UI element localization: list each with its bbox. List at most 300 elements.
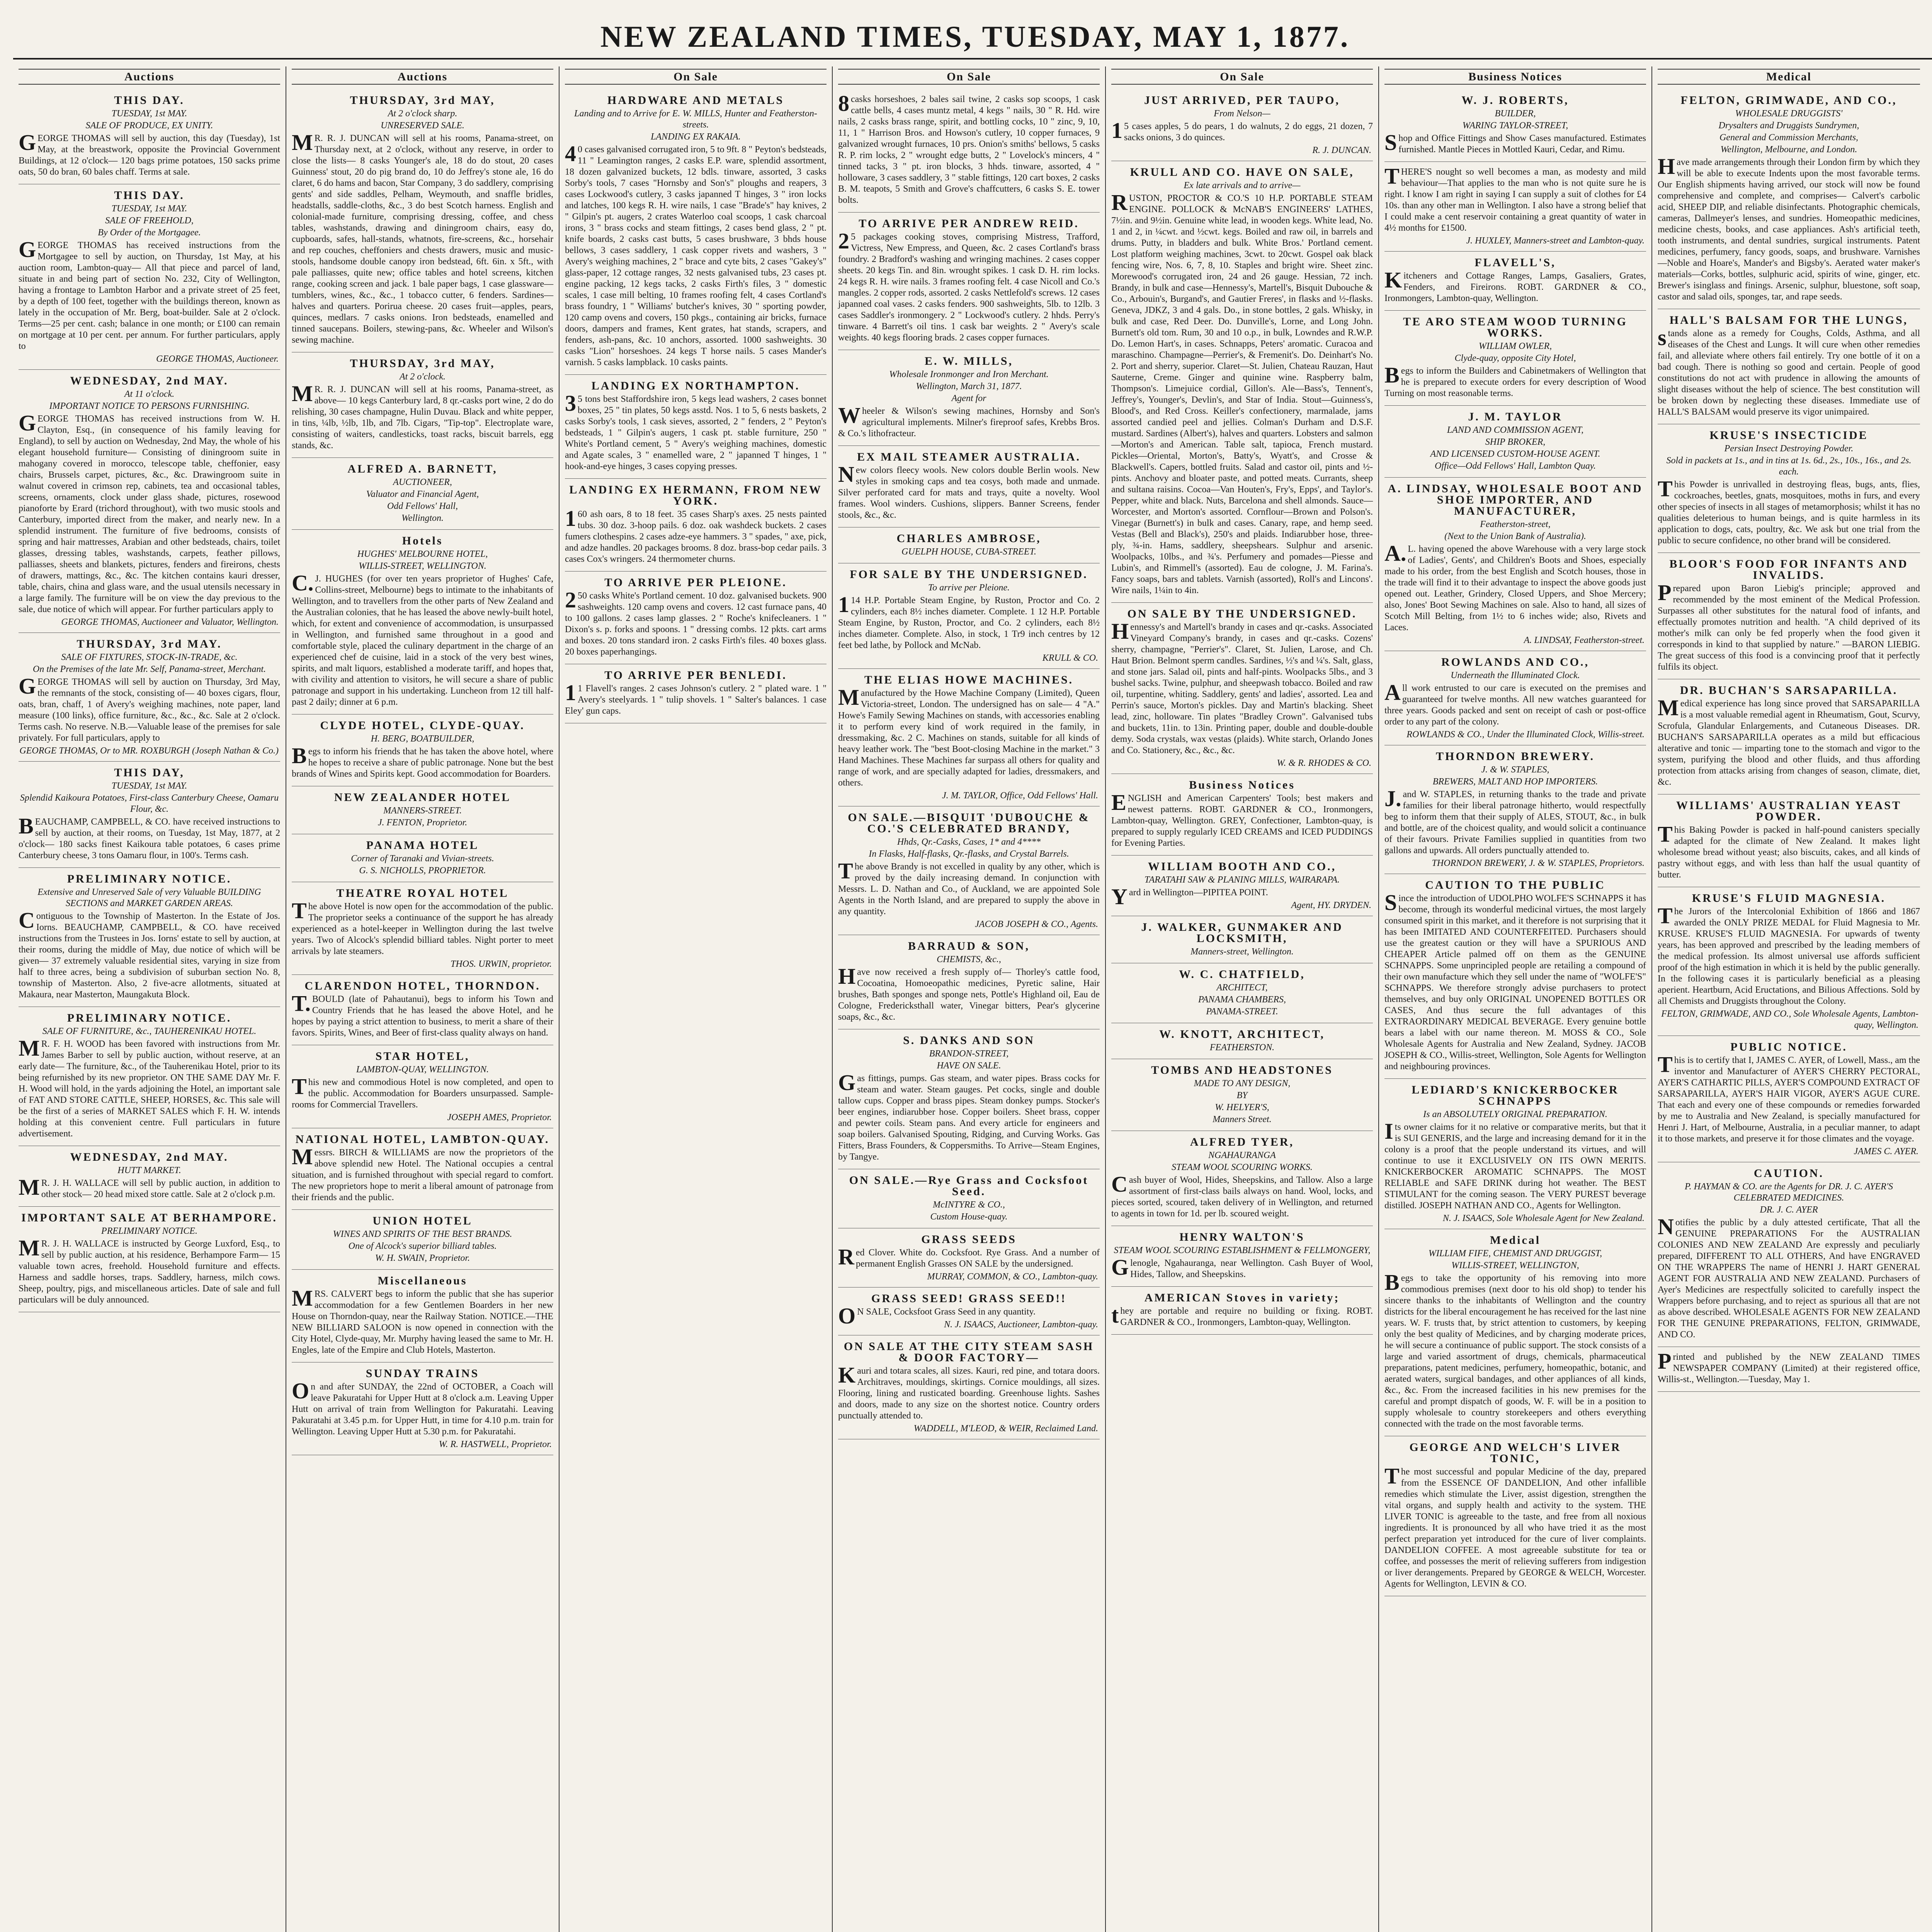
ad-subline: Extensive and Unreserved Sale of very Valuable BUILDING SECTIONS and MARKET GARDEN AREAS.	[37, 887, 261, 908]
advertisement	[292, 458, 553, 530]
column-heading: Auctions	[292, 69, 553, 85]
column	[1106, 66, 1379, 1932]
column	[1379, 66, 1652, 1932]
ad-subline: GUELPH HOUSE, CUBA-STREET.	[901, 547, 1036, 557]
ad-subline: WILLIAM FIFE, CHEMIST AND DRUGGIST,	[1428, 1248, 1602, 1259]
ad-body: GEORGE THOMAS has received instructions from W. H. Clayton, Esq., (in consequence of his family leaving for England), to sell by auction on Wednesday, 2nd May, the whole of his elegant household furniture— Consisting of diningroom suite in mahogany covered in morocco, telescope table, cheffonier, easy chairs, Brussels carpet, pictures, &c., &c. Drawingroom suite in walnut covered in crimson rep, cabinets, tea and occasional tables, screens, ornaments, clock under glass shade, pictures, rosewood pianoforte by Erard (trichord throughout), with two music stools and Canterbury, imported direct from the maker, and nearly new. In a splendid instrument. The furniture of five bedrooms, consists of spring and hair mattresses, Arabian and other bedsteads, chairs, toilet glasses, dressing tables, washstands, carpets, feather pillows, palliasses, sheets and blankets, pictures, fenders and fireirons, chests of drawers, mattings, &c., &c. The kitchen contains kauri dresser, table, chairs, china and glass ware, and the usual utensils necessary in a large family. The furniture will be on view the day previous to the sale, due notice of which will appear. For further particulars apply to	[19, 410, 280, 614]
ad-title: ON SALE.—Rye Grass and Cocksfoot Seed.	[849, 1174, 1089, 1198]
ad-body: J.and W. STAPLES, in returning thanks to the trade and private families for their liberal patronage hitherto, would respectfully beg to inform them that their supply of ALES, STOUT, &c., in bulk and bottle, are of the choicest quality, and would solicit a continuance of their favours. Private Families supplied in quantities from two gallons and upwards. All orders punctually attended to.	[1384, 786, 1646, 855]
ad-body: ON SALE, Cocksfoot Grass Seed in any quantity.	[838, 1303, 1036, 1328]
ad-subline: STEAM WOOL SCOURING WORKS.	[1172, 1162, 1313, 1172]
ad-title: J. WALKER, GUNMAKER AND LOCKSMITH,	[1141, 921, 1343, 945]
ad-body: they are portable and require no building or fixing. ROBT. GARDNER & CO., Ironmongers, Lambton-quay, Wellington.	[1111, 1303, 1373, 1328]
ad-body: MR. F. H. WOOD has been favored with instructions from Mr. James Barber to sell by public auction, without reserve, at an early date— The furniture, &c., of the Tauherenikau Hotel, prior to its being refurnished by its new proprietor. ON THE SAME DAY Mr. F. H. Wood will hold, in the yards adjoining the Hotel, an important sale of FAT AND STORE CATTLE, SHEEP, HORSES, &c. This sale will be the first of a series of MARKET SALES which F. H. W. intends holding at this convenient centre. Full particulars in future advertisement.	[19, 1036, 280, 1139]
ad-body: MR. J. H. WALLACE is instructed by George Luxford, Esq., to sell by public auction, at his residence, Berhampore Farm— 15 valuable town acres, freehold. Household furniture and effects. Harness and saddle horses, traps. Saddlery, harness, milch cows. Sheep, poultry, pigs, and miscellaneous articles. Date of sale and full particulars will be duly announced.	[19, 1235, 280, 1305]
ad-title: LANDING EX HERMANN, FROM NEW YORK.	[569, 483, 822, 507]
ad-body: Kitcheners and Cottage Ranges, Lamps, Gasaliers, Grates, Fenders, and Fireirons. ROBT. GARDNER & CO., Ironmongers, Lambton-quay, Wellington.	[1384, 267, 1646, 303]
ad-subline: W. HELYER'S,	[1215, 1102, 1269, 1112]
ad-title: DR. BUCHAN'S SARSAPARILLA.	[1680, 684, 1898, 697]
ad-title: TO ARRIVE PER PLEIONE.	[604, 576, 787, 589]
advertisement	[1658, 1347, 1920, 1392]
ad-subline: J. & W. STAPLES,	[1481, 765, 1549, 775]
ad-subline: FEATHERSTON.	[1209, 1043, 1275, 1053]
ad-body: This is to certify that I, JAMES C. AYER, of Lowell, Mass., am the inventor and Manufacturer of AYER'S CHERRY PECTORAL, AYER'S CATHARTIC PILLS, AYER'S COMPOUND EXTRACT OF SARSAPARILLA, AYER'S HAIR VIGOR, AYER'S AGUE CURE. That each and every one of these compounds or remedies forwarded by me to Australia and New Zealand, is specially manufactured for Henri J. Hart, of Melbourne, Australia, in a peculiar manner, to adapt it to those markets, and preserve it for those climates and the voyage.	[1658, 1052, 1920, 1144]
ad-title: CHARLES AMBROSE,	[896, 532, 1041, 545]
ad-title: A. LINDSAY, WHOLESALE BOOT AND SHOE IMPORTER, AND MANUFACTURER,	[1388, 482, 1643, 517]
advertisement	[838, 669, 1100, 806]
ad-title: NATIONAL HOTEL, LAMBTON-QUAY.	[295, 1133, 550, 1146]
ad-subline: At 2 o'clock sharp.	[388, 109, 457, 119]
ad-title: THE ELIAS HOWE MACHINES.	[864, 673, 1074, 686]
ad-title: WEDNESDAY, 2nd MAY.	[70, 1151, 229, 1163]
column-heading: On Sale	[1111, 69, 1373, 85]
ad-subline: TARATAHI SAW & PLANING MILLS, WAIRARAPA.	[1144, 875, 1340, 885]
ad-title: GRASS SEED! GRASS SEED!!	[871, 1292, 1067, 1305]
advertisement	[1111, 963, 1373, 1023]
ad-subline: G. S. NICHOLLS, PROPRIETOR.	[359, 866, 486, 876]
advertisement	[19, 184, 280, 370]
ad-signature: JAMES C. AYER.	[1854, 1146, 1918, 1156]
advertisement	[19, 762, 280, 868]
ad-subline: MANNERS-STREET.	[383, 806, 462, 816]
ad-subline: Manners-street, Wellington.	[1190, 947, 1294, 957]
ad-subline: SHIP BROKER,	[1485, 437, 1546, 447]
ad-subline: In Flasks, Half-flasks, Qr.-flasks, and Crystal Barrels.	[869, 849, 1069, 859]
ad-subline: NGAHAURANGA	[1208, 1150, 1276, 1160]
ad-title: STAR HOTEL,	[375, 1050, 470, 1063]
ad-title: WILLIAM BOOTH AND CO.,	[1148, 860, 1337, 873]
ad-title: THIS DAY.	[114, 189, 185, 202]
ad-subline: Wellington, March 31, 1877.	[916, 381, 1022, 391]
ad-title: WEDNESDAY, 2nd MAY.	[70, 374, 229, 387]
ad-body: This Baking Powder is packed in half-pound canisters specially adapted for the climate of New Zealand. It makes light wholesome bread without yeast; also biscuits, cakes, and all kinds of pastry without eggs, and with less than half the usual quantity of butter.	[1658, 821, 1920, 880]
advertisement	[838, 1287, 1100, 1335]
ad-subline: BRANDON-STREET,	[929, 1049, 1009, 1059]
advertisement	[1384, 89, 1646, 162]
ad-title: Business Notices	[1189, 779, 1295, 791]
advertisement	[1384, 745, 1646, 874]
advertisement	[292, 975, 553, 1045]
ad-body: 114 H.P. Portable Steam Engine, by Ruston, Proctor and Co. 2 cylinders, each 8½ inches diameter. Complete. 1 12 H.P. Portable Steam Engine, by Ruston, Proctor, and Co. 2 cylinders, each 8½ inches diameter. Complete. Also, in stock, 1 Tr9 inch centres by 12 feet bed lathe, by Pollock and McNab.	[838, 592, 1100, 650]
ad-title: ALFRED TYER,	[1190, 1136, 1294, 1148]
advertisement	[565, 89, 827, 375]
ad-body: GEORGE THOMAS will sell by auction on Thursday, 3rd May, the remnants of the stock, consisting of— 40 boxes cigars, flour, oats, bran, chaff, 1 of Avery's weighing machines, note paper, land measure (100 links), office furniture, &c., &c., &c. Sale at 2 o'clock. Terms cash. No reserve. N.B.—Valuable lease of the premises for sale privately. For full particulars, apply to	[19, 673, 280, 743]
ad-signature: A. LINDSAY, Featherston-street.	[1524, 635, 1645, 645]
advertisement	[1111, 161, 1373, 603]
ad-body: Have made arrangements through their London firm by which they will be able to execute Indents upon the most favorable terms. Our English shipments having arrived, our stock will now be found comprehensive and complete, and comprises— Calvert's carbolic acid, SHEEP DIP, and reliable disinfectants. Photographic chemicals, cameras, Dallmeyer's lenses, and sundries. Homeopathic medicines, medicine chests, books, and case appliances. Ash's artificial teeth, tooth instruments, and dental sundries, surgical instruments. Patent medicines, perfumery, fancy goods, soaps, and brushware. Varnishes—Noble and Hoare's, Mander's and Bigsby's. Aerated water maker's materials—Corks, bottles, sulphuric acid, spirits of wine, ginger, etc. Brewer's isinglass and finings. Arsenic, sulphur, bluestone, soft soap, castor and salad oils, sponges, tar, and rape seeds.	[1658, 154, 1920, 302]
ad-subline: H. BERG, BOATBUILDER,	[371, 734, 474, 744]
advertisement	[1111, 1131, 1373, 1226]
column-heading: Auctions	[19, 69, 280, 85]
ad-subline: Wholesale Ironmonger and Iron Merchant.	[889, 369, 1049, 379]
advertisement	[1384, 311, 1646, 406]
advertisement	[1111, 1287, 1373, 1335]
advertisement	[838, 527, 1100, 563]
advertisement	[1658, 679, 1920, 794]
advertisement	[565, 571, 827, 664]
ad-body: New colors fleecy wools. New colors double Berlin wools. New styles in smoking caps and tea cosys, both made and unmade. Silver perforated card for mats and trays, quite a novelty. Wool frames. Wool winders. Cushions, slippers. Banner Screens, fender stools, &c., &c.	[838, 462, 1100, 520]
ad-title: THIS DAY.	[114, 94, 185, 107]
advertisement	[292, 714, 553, 786]
ad-body: Begs to inform the Builders and Cabinetmakers of Wellington that he is prepared to execute orders for every description of Wood Turning on most reasonable terms.	[1384, 362, 1646, 398]
ad-title: GEORGE AND WELCH'S LIVER TONIC,	[1409, 1441, 1621, 1465]
ad-subline: Is an ABSOLUTELY ORIGINAL PREPARATION.	[1423, 1109, 1607, 1119]
advertisement	[565, 479, 827, 571]
advertisement	[1384, 651, 1646, 745]
ad-title: THEATRE ROYAL HOTEL	[336, 887, 509, 900]
column-heading: On Sale	[838, 69, 1100, 85]
advertisement	[292, 352, 553, 458]
ad-subline: Office—Odd Fellows' Hall, Lambton Quay.	[1434, 461, 1596, 471]
ad-signature: W. R. HASTWELL, Proprietor.	[439, 1439, 552, 1449]
advertisement	[19, 868, 280, 1007]
ad-subline: BUILDER,	[1495, 109, 1536, 119]
ad-body: MR. R. J. DUNCAN will sell at his rooms, Panama-street, as above— 10 kegs Canterbury lard, 8 qr.-casks port wine, 2 do do relishing, 30 cases champagne, Hulin Duvau. Black and white pepper, in tins, ¼lb, ½lb, 1lb, and 7lb. Cigars, "Tip-top". Electroplate ware, consisting of waiters, candlesticks, toast racks, biscuit barrels, egg stands, &c.	[292, 381, 553, 451]
ad-subline: SALE OF FURNITURE, &c., TAUHERENIKAU HOTEL.	[42, 1026, 257, 1036]
ad-title: THIS DAY,	[114, 766, 185, 779]
advertisement	[1111, 855, 1373, 916]
ad-subline: HAVE ON SALE.	[937, 1061, 1001, 1071]
ad-subline: On the Premises of the late Mr. Self, Panama-street, Merchant.	[32, 664, 266, 674]
ad-subline: BREWERS, MALT AND HOP IMPORTERS.	[1432, 777, 1598, 787]
ad-signature: Agent, HY. DRYDEN.	[1291, 900, 1371, 910]
masthead: NEW ZEALAND TIMES, TUESDAY, MAY 1, 1877.	[13, 15, 1932, 60]
ad-body: The above Brandy is not excelled in quality by any other, which is proved by the daily increasing demand. In conjunction with Messrs. L. D. Nathan and Co., of Auckland, we are appointed Sole Agents in the North Island, and are prepared to supply the above in any quantity.	[838, 858, 1100, 917]
ad-subline: STEAM WOOL SCOURING ESTABLISHMENT & FELLMONGERY,	[1114, 1245, 1371, 1255]
advertisement	[292, 1270, 553, 1362]
ad-body: Contiguous to the Township of Masterton. In the Estate of Jos. Iorns. BEAUCHAMP, CAMPBELL, & CO. have received instructions from the Trustees in Jos. Iorns' estate to sell by auction, at their rooms, during the middle of May, due notice of which will be given— 37 extremely valuable residential sites, varying in size from half to three acres, being a subdivision of suburban section No. 8, township of Masterton. Also, 2 five-acre allotments, situated at Makaura, near Masterton, Maungakuta Block.	[19, 908, 280, 1000]
ad-subline: LAMBTON-QUAY, WELLINGTON.	[356, 1065, 489, 1075]
ad-subline: SALE OF FIXTURES, STOCK-IN-TRADE, &c.	[61, 652, 238, 662]
ad-subline: Underneath the Illuminated Clock.	[1451, 670, 1580, 680]
advertisement	[1384, 874, 1646, 1079]
advertisement	[838, 1169, 1100, 1228]
ad-title: HARDWARE AND METALS	[607, 94, 784, 107]
advertisement	[565, 375, 827, 479]
advertisement	[1384, 1229, 1646, 1436]
ad-signature: J. M. TAYLOR, Office, Odd Fellows' Hall.	[942, 791, 1098, 801]
ad-signature: THOS. URWIN, proprietor.	[450, 959, 552, 969]
column-heading: Business Notices	[1384, 69, 1646, 85]
ad-title: CAUTION TO THE PUBLIC	[1425, 879, 1605, 891]
ad-body: The above Hotel is now open for the accommodation of the public. The proprietor seeks a continuance of the support he has already experienced as a hotel-keeper in Wellington during the last twelve years. Two of Alcock's splendid billiard tables. Night porter to meet arrivals by late steamers.	[292, 898, 553, 956]
ad-subline: General and Commission Merchants,	[1719, 133, 1859, 143]
ad-title: LANDING EX NORTHAMPTON.	[591, 379, 800, 392]
ad-body: Shop and Office Fittings and Show Cases manufactured. Estimates furnished. Mantle Pieces in Mottled Kauri, Cedar, and Rimu.	[1384, 130, 1646, 155]
column	[1652, 66, 1925, 1932]
ad-signature: ROWLANDS & CO., Under the Illuminated Clock, Willis-street.	[1406, 730, 1645, 740]
ad-body: 250 casks White's Portland cement. 10 doz. galvanised buckets. 900 sashweights. 120 camp ovens and covers. 12 cast furnace pans, 40 to 100 gallons. 2 cases lamp glasses. 2 " Roche's knifecleaners. 1 " Dixon's s. p. forks and spoons. 1 " dressing combs. 12 pkts. cart arms and boxes. 20 tons standard iron. 2 casks Firth's files. 40 boxes glass. 20 boxes paperhangings.	[565, 587, 827, 657]
ad-body: C.J. HUGHES (for over ten years proprietor of Hughes' Cafe, Collins-street, Melbourne) begs to intimate to the inhabitants of Wellington, and to travellers from the other parts of New Zealand and the Australian colonies, that he has leased the above newly-built hotel, which, for extent and convenience of accommodation, is unsurpassed in Wellington, and furnished same throughout in a good and comfortable style, placed the culinary department in the charge of an experienced chef de cuisine, laid in a stock of the very best wines, spirits, and malt liquors, established a moderate tariff, and hopes that, with civility and attention to visitors, he will secure a share of public patronage and support in his undertaking. Luncheon from 12 till half-past 2 daily; dinner at 6 p.m.	[292, 570, 553, 707]
ad-body: The most successful and popular Medicine of the day, prepared from the ESSENCE OF DANDELION, And other infallible remedies which stimulate the Liver, assist digestion, strengthen the vital organs, and supply health and activity to the system. THE LIVER TONIC is agreeable to the taste, and free from all noxious ingredients. It is pronounced by all who have tried it as the most perfect preparation yet introduced for the cure of liver complaints. DANDELION COFFEE. A most agreeable substitute for tea or coffee, and possesses the merit of relieving sufferers from indigestion or liver derangements. Prepared by GEORGE & WELCH, Worcester. Agents for Wellington, LEVIN & CO.	[1384, 1463, 1646, 1589]
ad-subline: HUTT MARKET.	[117, 1165, 181, 1175]
ad-subline: Valuator and Financial Agent,	[366, 489, 479, 499]
advertisement	[19, 89, 280, 184]
ad-title: UNION HOTEL	[372, 1214, 473, 1227]
ad-body: RUSTON, PROCTOR & CO.'S 10 H.P. PORTABLE STEAM ENGINE. POLLOCK & McNAB'S ENGINEERS' LATHES, 7½in. and 9½in. Genuine white lead, in wooden kegs. White lead, No. 1 and 2, in ¼cwt. and ½cwt. kegs. Boiled and raw oil, in barrels and drums. Putty, in bladders and bulk. White Bros.' Portland cement. Lost platform weighing machines, 3cwt. to 20cwt. Gospel oak black fencing wire, Nos. 6, 7, 8, 10. Staples and bright wire. Sheet zinc. Morewood's corrugated iron, 24 and 26 gauge. Hessian, 72 inch. Brandy, in bulk and case—Hennessy's, Martell's, Bisquit Dubouche & Co., Arbouin's, Burgand's, and Gautier Freres', in flasks and ½-flasks. Geneva, JDKZ, 3 and 4 gals. Do., in stone bottles, 2 gals. Whisky, in bulk and case, Red Deer. Do. Dunville's, Lorne, and Long John. Burnett's old tom. Rum, 30 and 10 o.p., in bulk, Lowndes and R.W.P. Do. Lemon Hart's, in cases. Schnapps, Peters' aromatic. Curacoa and maraschino. Champagne—Perrier's, & Fremenit's. Do. Deinhart's No. 2. Port and sherry, superior. Claret—St. Julien, Chateau Rauzan, Haut Sauterne, Creme. Ginger and quinine wine. Raspberry balm, Thompson's. Limejuice cordial, Gillon's. Ale—Bass's, Tennent's, Jeffrey's, Younger's, Devlin's, and Star of India. Stout—Guinness's, Blood's, and Red Cross. Keiller's confectionery, marmalade, jams assorted candied peel and jellies. Colman's Durham and D.S.F. mustard. Sardines (Albert's), halves and quarters. Lobsters and salmon—Morton's and American. Table salt, tapioca, French mustard. Pickles—Oriental, Morton's, Batty's, Wyatt's, and Crosse & Blackwell's. Capers, bottled fruits. Salad and castor oil, pints and ½-pints. Anchovy and bloater paste, and potted meats. Currants, sheep and sultana raisins. Cocoa—Van Houten's, Fry's, Epps', and Taylor's. Pepper, white and black. Nuts, Barcelona and shell almonds. Sauce—Worcester, and Morton's assorted. Cornflour—Brown and Polson's. Vinegar (Burnett's) in bulk and cases. Canary, rape, and hemp seed. Vestas (Bell and Black's), 250's and plaids. Indiarubber hose, three-ply, ¾-in. Hams, saddlery, sheepshears. Sulphur and arsenic. Woolpacks, 10lbs., and ¾'s. Perfumery and pomades—Piesse and Lubin's, and Rimmell's (assorted). Eau de cologne, J. M. Farina's. Fancy soaps, bars and tablets. Varnish (assorted), Roll's and Lincons'. Wire nails, 1¼in to 4in.	[1111, 190, 1373, 595]
ad-title: SUNDAY TRAINS	[366, 1367, 480, 1380]
ad-subline: Manners Street.	[1213, 1114, 1272, 1124]
advertisement	[19, 1207, 280, 1312]
ad-subline: Splendid Kaikoura Potatoes, First-class Canterbury Cheese, Oamaru Flour, &c.	[20, 793, 279, 814]
advertisement	[292, 1210, 553, 1270]
ad-subline: UNRESERVED SALE.	[381, 121, 464, 131]
advertisement	[1658, 89, 1920, 309]
ad-body: Have now received a fresh supply of— Thorley's cattle food, Cocoatina, Homoeopathic medicines, Pyretic saline, Hair brushes, Bath sponges and sponge nets, Pottle's Highland oil, Eau de Cologne, Fredericksthall water, Vinegar bitters, Pear's glycerine soaps, &c., &c.	[838, 964, 1100, 1022]
advertisement	[292, 89, 553, 352]
ad-body: Medical experience has long since proved that SARSAPARILLA is a most valuable remedial agent in Rheumatism, Gout, Scurvy, Scrofula, Glandular Enlargements, and Cutaneous Diseases. DR. BUCHAN'S SARSAPARILLA operates as a mild but efficacious alterative and tonic — imparting tone to the stomach and vigor to the system, purifying the blood and other fluids, and thus affording protection from attacks arising from changes of season, climate, diet, &c.	[1658, 695, 1920, 787]
ad-title: CAUTION.	[1753, 1167, 1824, 1180]
ad-title: BLOOR'S FOOD FOR INFANTS AND INVALIDS.	[1669, 558, 1908, 582]
ad-body: THERE'S nought so well becomes a man, as modesty and mild behaviour—That applies to the man who is not quite sure he is right. I know I am right in saying I can supply a suit of clothes for £4 10s. than any other man in Wellington. I also have a strong belief that I could make a cent reservoir containing a great quantity of water in 4½ months for £1500.	[1384, 163, 1646, 233]
ad-title: TE ARO STEAM WOOD TURNING WORKS.	[1403, 315, 1628, 339]
ad-title: THURSDAY, 3rd MAY,	[350, 94, 495, 107]
ad-signature: GEORGE THOMAS, Auctioneer and Valuator, Wellington.	[61, 617, 279, 627]
advertisement	[1658, 553, 1920, 679]
ad-subline: By Order of the Mortgagee.	[98, 228, 201, 238]
ad-body: MR. J. H. WALLACE will sell by public auction, in addition to other stock— 20 head mixed store cattle. Sale at 2 o'clock p.m.	[19, 1175, 280, 1200]
ad-title: Miscellaneous	[378, 1274, 468, 1287]
ad-title: JUST ARRIVED, PER TAUPO,	[1144, 94, 1340, 107]
advertisement	[1658, 887, 1920, 1036]
ad-body: 25 packages cooking stoves, comprising Mistress, Trafford, Victress, New Empress, and Queen, &c. 2 cases Cortland's brass foundry. 2 Bradford's washing and wringing machines. 2 cases copper sheets. 20 kegs Tin. and 8in. wrought spikes. 1 cask D. H. rim locks. 24 kegs R. H. wire nails. 3 frames roofing felt. 4 case Nicoll and Co.'s mangles. 2 copper rods, assorted. 2 casks Nettlefold's screws. 12 cases japanned coal vases. 2 casks fenders. 900 sashweights, 5lb. to 12lb. 3 cases Saddler's ironmongery. 2 " Lockwood's cutlery. 2 hhds. Perry's tinware. 4 Barrett's oil tins. 1 cask bar weights. 2 " Avery's scale weights. 40 kegs flooring brads. 2 cases copper furnaces.	[838, 228, 1100, 343]
ad-body: T.BOULD (late of Pahautanui), begs to inform his Town and Country Friends that he has leased the above Hotel, and he hopes by paying a strict attention to business, to merit a share of their favors. Spirits, Wines, and Beer of first-class quality always on hand.	[292, 991, 553, 1038]
ad-subline: Odd Fellows' Hall,	[387, 501, 458, 511]
advertisement	[1111, 603, 1373, 774]
ad-subline: TUESDAY, 1st MAY.	[111, 109, 187, 119]
advertisement	[1384, 1436, 1646, 1596]
advertisement	[838, 89, 1100, 213]
ad-subline: WILLIS-STREET, WELLINGTON.	[359, 561, 486, 571]
ad-title: E. W. MILLS,	[925, 355, 1013, 367]
ad-title: GRASS SEEDS	[921, 1233, 1017, 1246]
ad-subline: BY	[1236, 1090, 1248, 1100]
column-heading: Medical	[1658, 69, 1920, 85]
ad-title: KRULL AND CO. HAVE ON SALE,	[1130, 166, 1354, 179]
ad-title: PRELIMINARY NOTICE.	[67, 872, 232, 885]
ad-body: This Powder is unrivalled in destroying fleas, bugs, ants, flies, cockroaches, beetles, gnats, mosquitoes, moths in furs, and every other species of insects in all stages of metamorphosis; whilst it has no qualities deleterious to human beings, and is quite harmless in its application to dogs, cats, poultry, &c. We ask but one trial from the public to secure confidence, no other brand will be considered.	[1658, 476, 1920, 546]
advertisement	[565, 664, 827, 723]
ad-subline: WARING TAYLOR-STREET,	[1462, 121, 1568, 131]
advertisement	[1111, 1059, 1373, 1131]
ad-subline: (Next to the Union Bank of Australia).	[1444, 531, 1586, 541]
ad-subline: One of Alcock's superior billiard tables.	[348, 1241, 497, 1251]
ad-title: ON SALE.—BISQUIT 'DUBOUCHE & CO.'S CELEBRATED BRANDY,	[848, 811, 1090, 835]
ad-body: Kauri and totara scales, all sizes. Kauri, red pine, and totara doors. Architraves, mouldings, skirtings. Cornice mouldings, all sizes. Flooring, lining and rusticated boarding. Greenhouse lights. Sashes and doors, made to any size on the shortest notice. Country orders punctually attended to.	[838, 1362, 1100, 1421]
ad-body: The Jurors of the Intercolonial Exhibition of 1866 and 1867 awarded the ONLY PRIZE MEDAL for Fluid Magnesia to Mr. KRUSE. KRUSE'S FLUID MAGNESIA. For upwards of twenty years, has been approved and prescribed by the leading members of the medical profession. Its almost universal use affords sufficient proof of the high estimation in which it is held by the public generally. In the following cases it is particularly beneficial as a pleasing aperient. Heartburn, Acid Eructations, and Bilious Affections. Sold by all Chemists and Druggists throughout the Colony.	[1658, 903, 1920, 1006]
ad-subline: WINES AND SPIRITS OF THE BEST BRANDS.	[333, 1229, 512, 1239]
advertisement	[1658, 424, 1920, 553]
ad-body: Its owner claims for it no relative or comparative merits, but that it is SUI GENERIS, and the large and increasing demand for it in the colony is a proof that the people understand its virtues, and will continue to use it EXCLUSIVELY ON ITS OWN MERITS. KNICKERBOCKER AROMATIC SCHNAPPS. The MOST RELIABLE and SAFE DRINK during hot weather. The BEST STIMULANT for the coming season. The VERY PUREST beverage distilled. JOSEPH NATHAN AND CO., Agents for Wellington.	[1384, 1119, 1646, 1211]
advertisement	[292, 834, 553, 882]
advertisement	[292, 882, 553, 975]
ad-subline: AUCTIONEER,	[393, 477, 452, 487]
ad-subline: PANAMA-STREET.	[1206, 1007, 1278, 1017]
ad-title: AMERICAN Stoves in variety;	[1144, 1291, 1340, 1304]
ad-body: Glenogle, Ngahauranga, near Wellington. Cash Buyer of Wool, Hides, Tallow, and Sheepskins.	[1111, 1255, 1373, 1280]
ad-title: THURSDAY, 3rd MAY.	[77, 638, 222, 650]
ad-body: Notifies the public by a duly attested certificate, That all the GENUINE PREPARATIONS For the AUSTRALIAN COLONIES AND NEW ZEALAND Are expressly and peculiarly prepared, DIFFERENT TO ALL OTHERS, And have ENGRAVED ON THE WRAPPERS The name of HENRI J. HART GENERAL AGENT FOR AUSTRALIA AND NEW ZEALAND. Purchasers of Ayer's Medicines are respectfully solicited to carefully inspect the Wrappers before purchasing, and to reject as spurious all that are not as above described. WHOLESALE AGENTS FOR NEW ZEALAND FOR THE GENUINE PREPARATIONS, FELTON, GRIMWADE, AND CO.	[1658, 1214, 1920, 1340]
ad-title: THORNDON BREWERY.	[1436, 750, 1595, 763]
ad-body: MRS. CALVERT begs to inform the public that she has superior accommodation for a few Gentlemen Boarders in her new House on Thorndon-quay, near the Railway Station. NOTICE.—THE NEW BILLIARD SALOON is now opened in connection with the City Hotel, Clyde-quay, Mr. Murphy having leased the same to Mr. H. Engles, late of the Empire and Club Hotels, Masterton.	[292, 1286, 553, 1355]
ad-title: CLARENDON HOTEL, THORNDON.	[304, 980, 541, 992]
ad-title: S. DANKS AND SON	[903, 1034, 1035, 1047]
advertisement	[838, 806, 1100, 935]
advertisement	[838, 935, 1100, 1029]
ad-title: PUBLIC NOTICE.	[1730, 1041, 1847, 1053]
ad-title: ON SALE BY THE UNDERSIGNED.	[1127, 607, 1357, 620]
ad-subline: Landing and to Arrive for E. W. MILLS, Hunter and Featherston-streets.	[574, 109, 817, 130]
ad-subline: Custom House-quay.	[930, 1212, 1008, 1222]
ad-signature: R. J. DUNCAN.	[1312, 145, 1371, 155]
ad-subline: MADE TO ANY DESIGN,	[1194, 1078, 1291, 1088]
column-heading: On Sale	[565, 69, 827, 85]
ad-title: THURSDAY, 3rd MAY,	[350, 357, 495, 370]
ad-title: FLAVELL'S,	[1475, 256, 1556, 269]
ad-subline: IMPORTANT NOTICE TO PERSONS FURNISHING.	[49, 401, 250, 411]
ad-subline: TUESDAY, 1st MAY.	[111, 204, 187, 214]
ad-subline: PRELIMINARY NOTICE.	[101, 1226, 197, 1236]
ad-title: LEDIARD'S KNICKERBOCKER SCHNAPPS	[1412, 1083, 1619, 1107]
ad-subline: Drysalters and Druggists Sundrymen,	[1718, 121, 1859, 131]
ad-title: ON SALE AT THE CITY STEAM SASH & DOOR FACTORY—	[844, 1340, 1094, 1364]
ad-signature: N. J. ISAACS, Auctioneer, Lambton-quay.	[944, 1320, 1098, 1330]
advertisement	[838, 563, 1100, 669]
ad-subline: Corner of Taranaki and Vivian-streets.	[351, 854, 494, 864]
ad-subline: DR. J. C. AYER	[1760, 1205, 1818, 1215]
advertisement	[1111, 916, 1373, 963]
ad-signature: W. & R. RHODES & CO.	[1277, 758, 1371, 768]
ad-title: W. C. CHATFIELD,	[1179, 968, 1305, 981]
ad-body: Begs to inform his friends that he has taken the above hotel, where he hopes to receive a share of public patronage. None but the best brands of Wines and Spirits kept. Good accommodation for Boarders.	[292, 743, 553, 779]
ad-subline: Sold in packets at 1s., and in tins at 1s. 6d., 2s., 10s., 16s., and 2s. each.	[1666, 456, 1912, 477]
ad-subline: SALE OF FREEHOLD,	[105, 216, 194, 226]
ad-subline: At 11 o'clock.	[124, 389, 175, 399]
ad-body: Gas fittings, pumps. Gas steam, and water pipes. Brass cocks for steam and water. Steam gauges. Pet cocks, single and double tallow cups. Copper and brass pipes. Steam donkey pumps. Stocker's beer engines, indiarubber hose. Copper boilers. Sheet brass, copper and pewter coils. Steam pans. And every article for engineers and soap boilers. Galvanised Spouting, Ridging, and Curving Works. Gas Fitters, Brass Founders, & Coppersmiths. To Arrive—Steam Engines, by Tangye.	[838, 1070, 1100, 1162]
advertisement	[292, 786, 553, 834]
ad-subline: P. HAYMAN & CO. are the Agents for DR. J. C. AYER'S CELEBRATED MEDICINES.	[1685, 1182, 1893, 1203]
ad-subline: Ex late arrivals and to arrive—	[1184, 180, 1301, 190]
ad-body: Since the introduction of UDOLPHO WOLFE'S SCHNAPPS it has become, through its wonderful medicinal virtues, the most largely consumed spirit in this market, and it therefore is not surprising that it has been IMITATED AND COUNTERFEITED. Purchasers should use the greatest caution or they will have a SPURIOUS AND CHEAPER Article palmed off on them as the GENUINE SCHNAPPS. Some unprincipled people are retailing a compound of their own manufacture which they sell under the name of "WOLFE'S" SCHNAPPS. We therefore strongly advise purchasers to protect themselves, and buy only ORIGINAL UNOPENED BOTTLES OR CASES, And thus secure the full advantages of this EXTRAORDINARY MEDICAL BEVERAGE. Every genuine bottle bears a label with our name thereon. M. MOSS & CO., Sole Wholesale Agents for Australia and New Zealand, Sydney. JACOB JOSEPH & CO., Willis-street, Wellington, Sole Agents for Wellington and neighbouring provinces.	[1384, 890, 1646, 1071]
advertisement	[1384, 1079, 1646, 1229]
ad-signature: WADDELL, M'LEOD, & WEIR, Reclaimed Land.	[913, 1423, 1098, 1434]
ad-body: 35 tons best Staffordshire iron, 5 kegs lead washers, 2 cases bonnet boxes, 25 " tin plates, 50 kegs asstd. Nos. 1 to 5, 6 nests baskets, 2 casks Sorby's tools, 1 cask sieves, assorted, 2 " fenders, 2 " Peyton's bedsteads, 1 " Gilpin's augers, 1 cask pt. stable furniture, 250 " White's Portland cement, 5 " Avery's weighing machines, domestic and Agate scales, 3 " enamelled ware, 2 " japanned T hinges, 1 " hook-and-eye hinges, 3 cases copying presses.	[565, 391, 827, 471]
ad-title: KRUSE'S INSECTICIDE	[1709, 429, 1868, 442]
ad-body: stands alone as a remedy for Coughs, Colds, Asthma, and all diseases of the Chest and Lungs. It will cure when other remedies fail, and alleviate where others fail entirely. Try one bottle of it on a bad cough. There is nothing so good and certain. People of good constitutions do not act with prudence in allowing the amounts of slight diseases without the help of science. The best constitution will be broken down by neglecting these diseases. Immediate use of HALL'S BALSAM would preserve its vigor unimpaired.	[1658, 325, 1920, 417]
advertisement	[838, 1335, 1100, 1439]
advertisement	[19, 1146, 280, 1207]
ad-body: Wheeler & Wilson's sewing machines, Hornsby and Son's agricultural implements. Milner's fireproof safes, Krebbs Bros. & Co.'s lithofracteur.	[838, 403, 1100, 439]
ad-subline: Wellington.	[401, 513, 444, 523]
ad-body: Printed and published by the NEW ZEALAND TIMES NEWSPAPER COMPANY (Limited) at their registered office, Willis-st., Wellington.—Tuesday, May 1.	[1658, 1349, 1920, 1384]
advertisement	[1658, 794, 1920, 887]
ad-subline: W. H. SWAIN, Proprietor.	[375, 1253, 470, 1263]
ad-signature: KRULL & CO.	[1042, 653, 1098, 663]
advertisement	[19, 1007, 280, 1146]
advertisement	[838, 1029, 1100, 1169]
advertisement	[1111, 1023, 1373, 1059]
advertisement	[1384, 162, 1646, 252]
ad-title: FELTON, GRIMWADE, AND CO.,	[1680, 94, 1897, 107]
ad-title: KRUSE'S FLUID MAGNESIA.	[1692, 892, 1886, 905]
ad-subline: LANDING EX RAKAIA.	[651, 132, 741, 142]
ad-title: W. J. ROBERTS,	[1461, 94, 1569, 107]
ad-subline: To arrive per Pleione.	[928, 583, 1010, 593]
ad-body: A.L. having opened the above Warehouse with a very large stock of Ladies', Gents', and Children's Boots and Shoes, especially made to his order, from the best English and Scotch houses, those in the trade will find it to their advantage to inspect the above goods just opened out. Leather, Grindery, Closed Uppers, and Shoe Mercery; also, Jones' Boot Sewing Machines on sale. Also to hand, all sizes of Scotch Mill Belting, from 1½ to 6 inches wide; also, Rivets and Laces.	[1384, 541, 1646, 633]
advertisement	[838, 350, 1100, 446]
advertisement	[19, 370, 280, 633]
advertisement	[292, 1362, 553, 1455]
column	[560, 66, 833, 1932]
advertisement	[1658, 1036, 1920, 1162]
ad-body: 11 Flavell's ranges. 2 cases Johnson's cutlery. 2 " plated ware. 1 " Avery's steelyards. 1 " tulip shovels. 1 " Salter's balances. 1 case Eley' gun caps.	[565, 680, 827, 716]
ad-title: HENRY WALTON'S	[1179, 1231, 1305, 1243]
ad-body: Manufactured by the Howe Machine Company (Limited), Queen Victoria-street, London. The undersigned has on sale— 4 "A." Howe's Family Sewing Machines on stands, with accessories enabling it to perform every kind of work required in the family, in dressmaking, &c. 2 C. Machines on stands, suitable for all kinds of heavy leather work. The "best Boot-closing Machine in the market." 3 Hand Machines. These Machines far surpass all others for quality and range of work, and are specially adapted for ladies, dressmakers, and others.	[838, 685, 1100, 788]
ad-title: IMPORTANT SALE AT BERHAMPORE.	[21, 1211, 277, 1224]
ad-subline: Clyde-quay, opposite City Hotel,	[1454, 353, 1576, 363]
ad-signature: GEORGE THOMAS, Auctioneer.	[156, 354, 279, 364]
column	[286, 66, 560, 1932]
ad-title: NEW ZEALANDER HOTEL	[334, 791, 511, 804]
ad-subline: Featherston-street,	[1480, 519, 1551, 529]
ad-title: TO ARRIVE PER BENLEDI.	[604, 669, 787, 682]
ad-body: Messrs. BIRCH & WILLIAMS are now the proprietors of the above splendid new Hotel. The National occupies a central situation, and is furnished throughout with special regard to comfort. The new proprietors hope to merit a liberal amount of patronage from their friends and the public.	[292, 1144, 553, 1202]
ad-subline: ARCHITECT,	[1216, 983, 1268, 993]
ad-title: PANAMA HOTEL	[366, 839, 479, 852]
ad-body: All work entrusted to our care is executed on the premises and guaranteed for twelve months. All new watches guaranteed for three years. Goods packed and sent on receipt of cash or post-office order to any part of the colony.	[1384, 680, 1646, 727]
ad-body: Hennessy's and Martell's brandy in cases and qr.-casks. Associated Vineyard Company's brandy, in cases and qr.-casks. Cozens' sherry, champagne, "Perrier's". Claret, St. Julien, Larose, and Ch. Haut Brion. Belmont sperm candles. Sardines, ½'s and ¼'s. Salt, glass, and stone jars. Salad oil, pints and half-pints. Woolpacks 5lbs., and 3 bushel sacks. Twine, pulphur, and sheepwash tobacco. Boiled and raw oil, turpentine, whiting. Saddlery, gents' and ladies', assorted. Lea and Perrin's sauce, Morton's pickles. Day and Martin's blacking. Sheet lead, zinc, holloware. Tin plates "Bradley Crown". Galvanised tubs and buckets, 11in. to 13in. Printing paper, double and double-double demy. Soda crystals, wax vestas (plaids). White starch, Orlando Jones and Co. Stationery, &c., &c., &c.	[1111, 619, 1373, 755]
advertisement	[1111, 774, 1373, 855]
ad-subline: From Nelson—	[1214, 109, 1270, 119]
ad-subline: Wellington, Melbourne, and London.	[1720, 145, 1857, 155]
advertisement	[838, 213, 1100, 350]
ad-subline: TUESDAY, 1st MAY.	[111, 781, 187, 791]
ad-body: 8casks horseshoes, 2 bales sail twine, 2 casks sop scoops, 1 cask cattle bells, 4 cases muntz metal, 4 kegs " nails, 30 " R. Hd. wire nails, 2 casks brass range, spirit, and bottling cocks, 10 " zinc, 9, 10, 11, 1 " Harrison Bros. and Howson's cutlery, 10 copper furnaces, 9 galvanized wrought furnaces, 10 prs. Onion's smiths' bellows, 5 casks R. P. rim locks, 2 " wrought edge butts, 2 " Lovelock's mincers, 4 " tinned tacks, 3 " pt. iron blocks, 3 hhds. tinware, assorted, 4 " holloware, 3 cases saddlery, 3 " stable fittings, 120 cart boxes, 2 casks B. M. teapots, 5 Smith and Grove's chaffcutters, 6 casks S. E. tower bolts.	[838, 91, 1100, 205]
ad-signature: THORNDON BREWERY, J. & W. STAPLES, Proprietors.	[1432, 858, 1645, 868]
ad-title: HALL'S BALSAM FOR THE LUNGS,	[1669, 314, 1908, 327]
ad-subline: AND LICENSED CUSTOM-HOUSE AGENT.	[1430, 449, 1600, 459]
ad-title: TO ARRIVE PER ANDREW REID.	[859, 217, 1079, 230]
ad-title: BARRAUD & SON,	[908, 940, 1030, 952]
advertisement	[838, 446, 1100, 527]
ad-signature: N. J. ISAACS, Sole Wholesale Agent for New Zealand.	[1442, 1213, 1645, 1223]
ad-title: WILLIAMS' AUSTRALIAN YEAST POWDER.	[1676, 799, 1901, 823]
advertisement	[1111, 1226, 1373, 1287]
ad-title: Medical	[1490, 1234, 1541, 1247]
ad-body: Cash buyer of Wool, Hides, Sheepskins, and Tallow. Also a large assortment of first-class bails always on hand. Wool, locks, and pieces sorted, scoured, taken delivery of in Wellington, and returned to agents in town for 1d. per lb. scoured weight.	[1111, 1172, 1373, 1219]
ad-title: W. KNOTT, ARCHITECT,	[1159, 1028, 1325, 1041]
advertisement	[1658, 1162, 1920, 1347]
ad-title: CLYDE HOTEL, CLYDE-QUAY.	[320, 719, 525, 732]
advertisement	[292, 530, 553, 714]
advertisement	[292, 1045, 553, 1128]
advertisement	[1384, 252, 1646, 311]
ad-title: EX MAIL STEAMER AUSTRALIA.	[857, 451, 1081, 463]
ad-subline: Hhds, Qr.-Casks, Cases, 1* and 4****	[897, 837, 1041, 847]
advertisement	[838, 1228, 1100, 1287]
ad-subline: J. FENTON, Proprietor.	[378, 818, 468, 828]
ad-signature: MURRAY, COMMON, & CO., Lambton-quay.	[927, 1272, 1098, 1282]
ad-signature: JACOB JOSEPH & CO., Agents.	[975, 919, 1098, 929]
ad-title: Hotels	[402, 534, 443, 547]
ad-body: GEORGE THOMAS has received instructions from the Mortgagee to sell by auction, on Thursday, 1st May, at his auction room, Lambton-quay— All that piece and parcel of land, situate in and being part of section No. 232, City of Wellington, having a frontage to Lambton Harbor and a private street of 25 feet, by a depth of 100 feet, together with the buildings thereon, known as lately in the occupation of Mr. Berg, boat-builder. Sale at 2 o'clock. Terms—25 per cent. cash; balance in one month; or £100 can remain on mortgage at 10 per cent. per annum. For further particulars, apply to	[19, 237, 280, 351]
ad-title: TOMBS AND HEADSTONES	[1151, 1064, 1333, 1077]
ad-body: Yard in Wellington—PIPITEA POINT.	[1111, 884, 1268, 909]
ad-title: ALFRED A. BARNETT,	[347, 463, 498, 475]
ad-signature: J. HUXLEY, Manners-street and Lambton-quay.	[1466, 236, 1645, 246]
ad-subline: LAND AND COMMISSION AGENT,	[1447, 425, 1584, 435]
column	[13, 66, 286, 1932]
